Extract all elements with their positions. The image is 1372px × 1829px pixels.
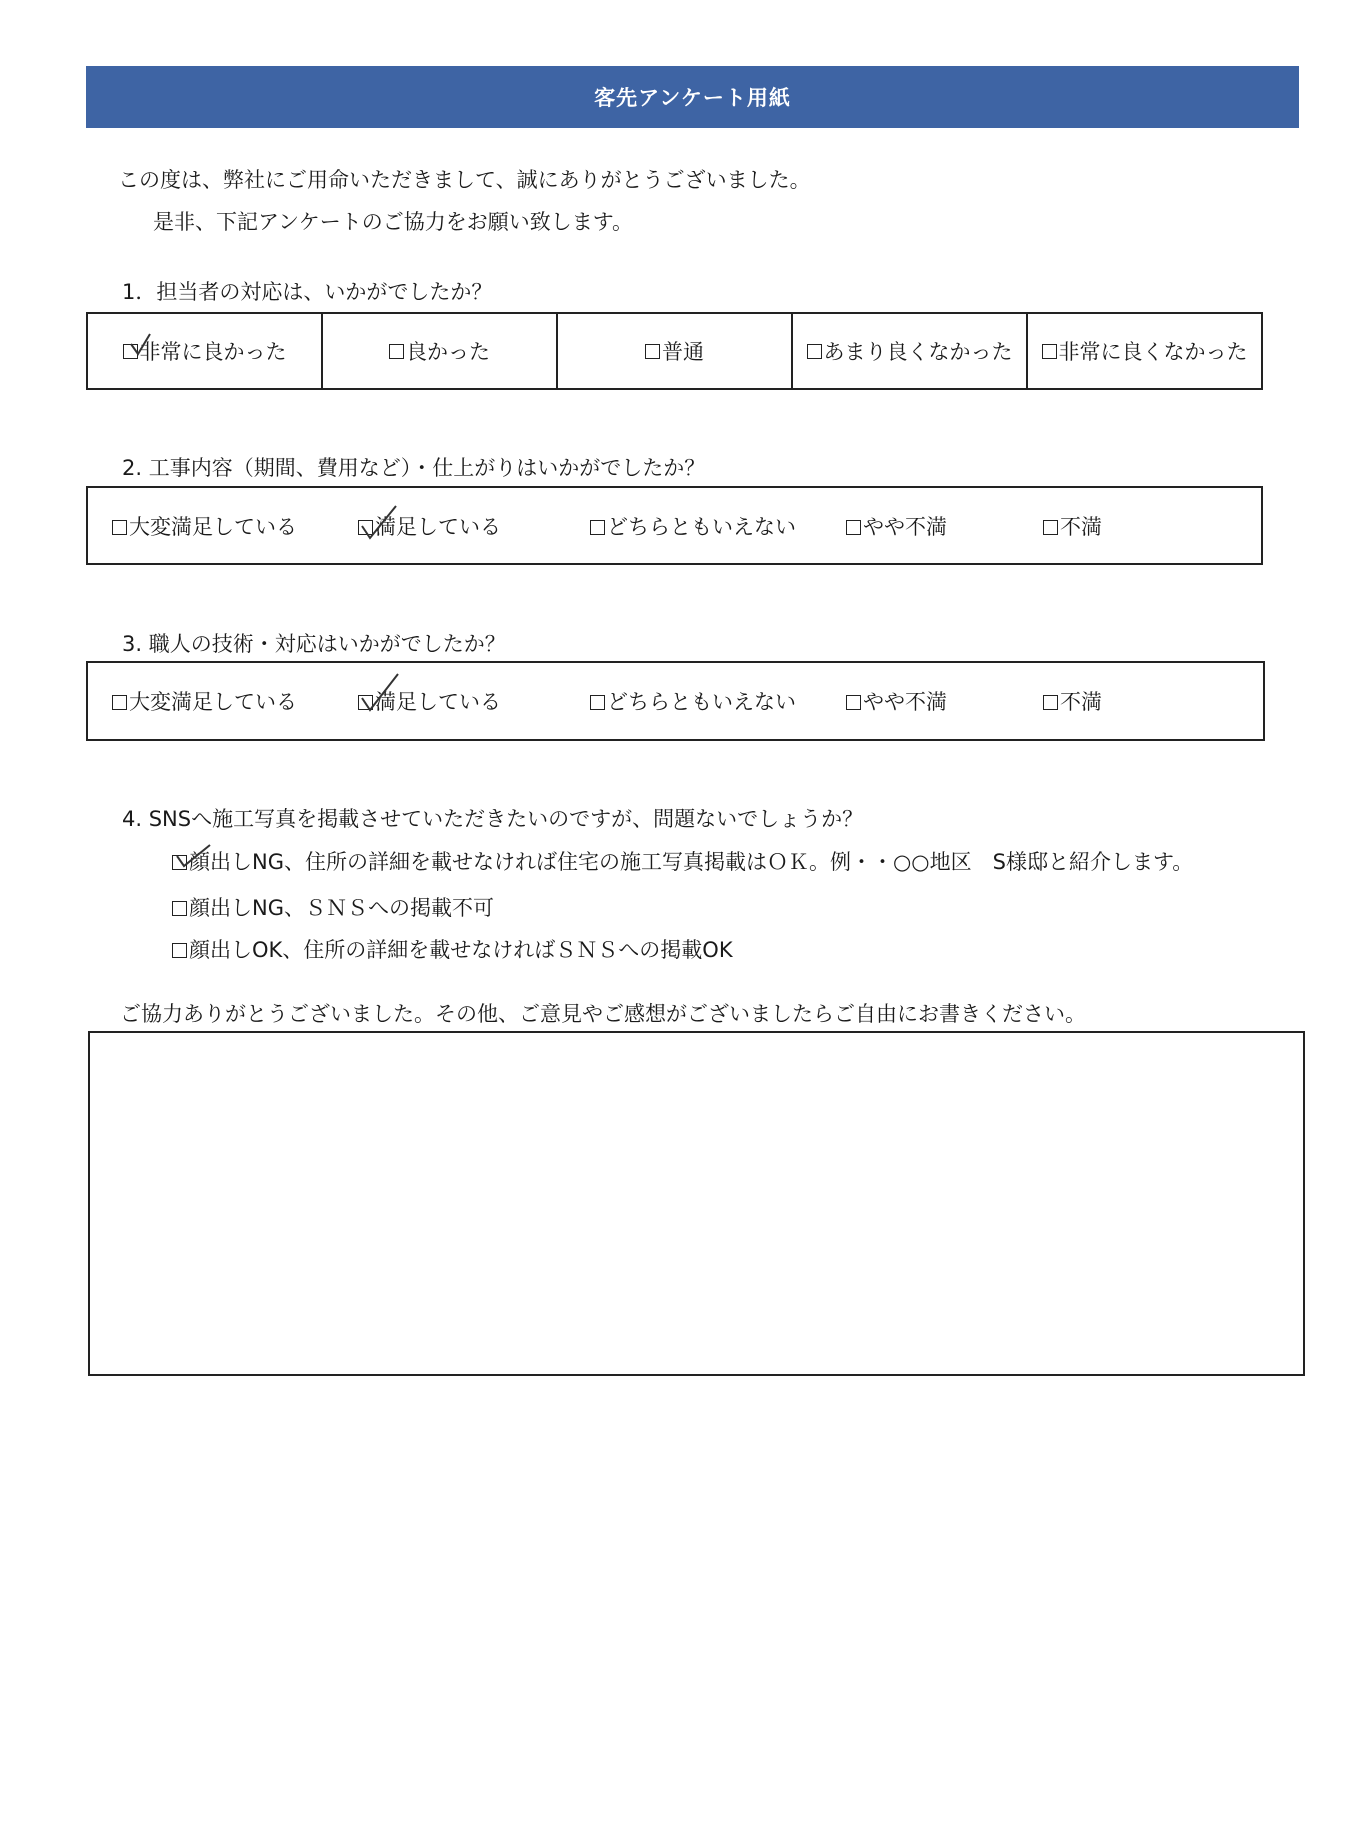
checkbox-icon[interactable] [172, 943, 187, 958]
q3-option-satisfied[interactable]: 満足している [358, 686, 501, 716]
q1-option-very-bad[interactable]: 非常に良くなかった [1028, 314, 1261, 388]
form-title: 客先アンケート用紙 [594, 86, 791, 110]
q1-options-grid [86, 312, 1263, 390]
closing-message: ご協力ありがとうございました。その他、ご意見やご感想がございましたらご自由にお書きください。 [120, 1002, 1086, 1026]
checkbox-icon[interactable] [846, 695, 861, 710]
q4-option-no-face-not-allowed[interactable]: 顔出しNG、ＳＮＳへの掲載不可 [172, 892, 494, 922]
q3-option-dissatisfied[interactable]: 不満 [1043, 686, 1102, 716]
checkbox-icon[interactable] [358, 695, 373, 710]
q2-options-row [86, 486, 1263, 565]
q2-option-somewhat-dissatisfied[interactable]: やや不満 [846, 511, 947, 541]
checkbox-icon[interactable] [123, 344, 138, 359]
q2-option-neutral[interactable]: どちらともいえない [590, 511, 796, 541]
checkbox-icon[interactable] [1043, 695, 1058, 710]
q1-option-very-good[interactable]: 非常に良かった [88, 314, 323, 388]
checkbox-icon[interactable] [112, 520, 127, 535]
checkbox-icon[interactable] [389, 344, 404, 359]
q2-option-dissatisfied[interactable]: 不満 [1043, 511, 1102, 541]
question-3: 3. 職人の技術・対応はいかがでしたか？ [122, 632, 506, 656]
q3-option-very-satisfied[interactable]: 大変満足している [112, 686, 297, 716]
q4-option-face-ok-address-hidden-ok[interactable]: 顔出しOK、住所の詳細を載せなければＳＮＳへの掲載OK [172, 934, 733, 964]
form-title-bar [86, 66, 1299, 128]
intro-line-1: この度は、弊社にご用命いただきまして、誠にありがとうございました。 [118, 168, 811, 192]
checkbox-icon[interactable] [590, 520, 605, 535]
q3-option-neutral[interactable]: どちらともいえない [590, 686, 796, 716]
checkbox-icon[interactable] [172, 855, 187, 870]
question-2: 2. 工事内容（期間、費用など）・仕上がりはいかがでしたか？ [122, 456, 706, 480]
intro-line-2: 是非、下記アンケートのご協力をお願い致します。 [153, 210, 634, 234]
question-1: 1．担当者の対応は、いかがでしたか？ [122, 280, 493, 304]
q1-option-average[interactable]: 普通 [558, 314, 793, 388]
q4-option-no-face-address-hidden-ok[interactable]: 顔出しNG、住所の詳細を載せなければ住宅の施工写真掲載はＯＫ。例・・○○地区 S様邸と紹介します。 [172, 846, 1193, 876]
checkbox-icon[interactable] [645, 344, 660, 359]
checkbox-icon[interactable] [112, 695, 127, 710]
checkbox-icon[interactable] [846, 520, 861, 535]
checkbox-icon[interactable] [807, 344, 822, 359]
question-4: 4. SNSへ施工写真を掲載させていただきたいのですが、問題ないでしょうか？ [122, 807, 864, 831]
checkbox-icon[interactable] [590, 695, 605, 710]
checkbox-icon[interactable] [172, 901, 187, 916]
q1-option-good[interactable]: 良かった [323, 314, 558, 388]
q2-option-satisfied[interactable]: 満足している [358, 511, 501, 541]
q1-option-not-so-good[interactable]: あまり良くなかった [793, 314, 1028, 388]
checkbox-icon[interactable] [1043, 520, 1058, 535]
q2-option-very-satisfied[interactable]: 大変満足している [112, 511, 297, 541]
q3-option-somewhat-dissatisfied[interactable]: やや不満 [846, 686, 947, 716]
q3-options-row [86, 661, 1265, 741]
checkbox-icon[interactable] [1042, 344, 1057, 359]
checkbox-icon[interactable] [358, 520, 373, 535]
comment-textarea[interactable] [88, 1031, 1305, 1376]
